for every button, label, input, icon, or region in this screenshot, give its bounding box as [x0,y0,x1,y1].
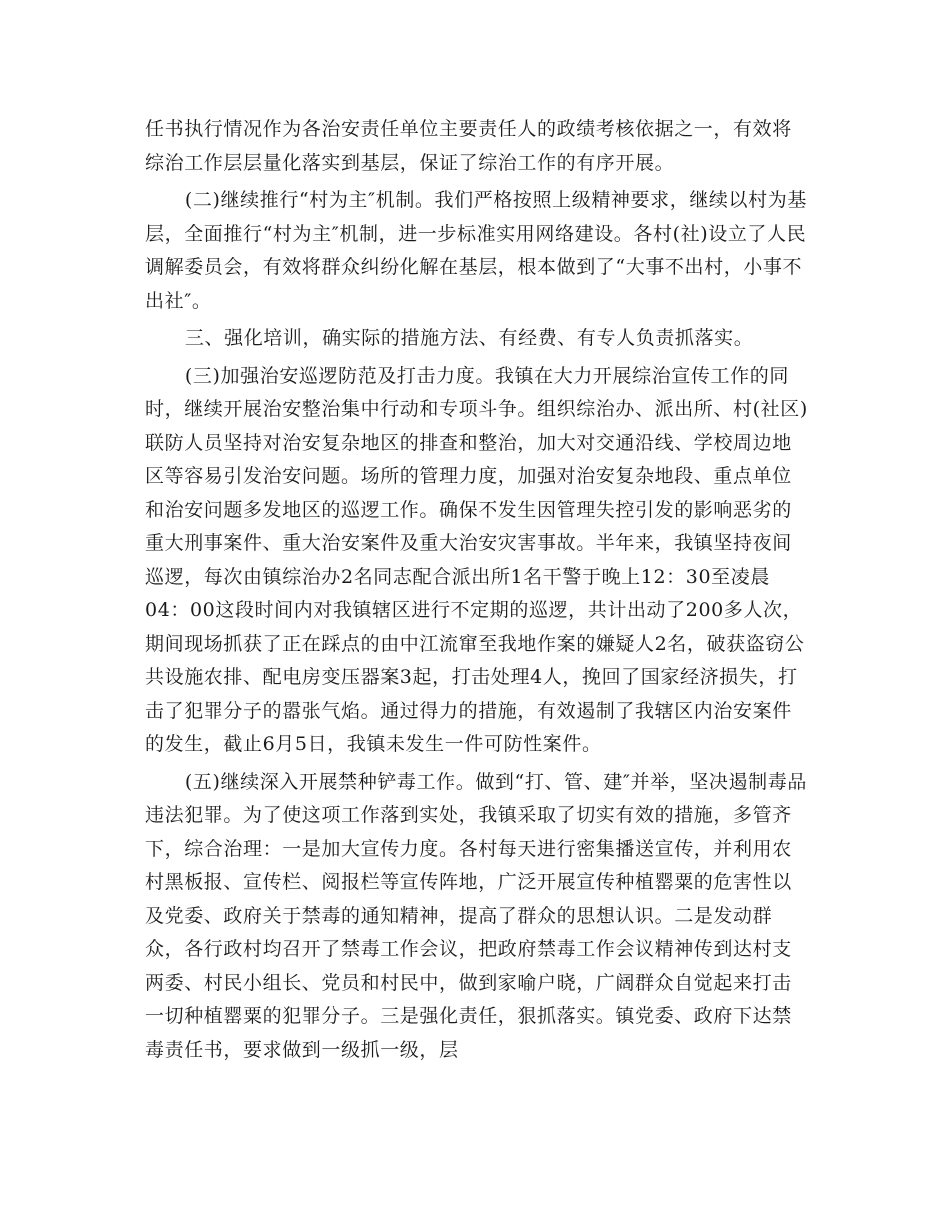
document-body [145,113,810,1067]
paragraph-heading-3: 三、强化培训，确实际的措施方法、有经费、有专人负责抓落实。 [184,327,754,349]
paragraph-section-3: (三)加强治安巡逻防范及打击力度。我镇在大力开展综治宣传工作的同时，继续开展治安整治集中行动和专项斗争。组织综治办、派出所、村(社区)联防人员坚持对治安复杂地区的排查和整治，加大对交通沿线、学校周边地区等容易引发治安问题。场所的管理力度，加强对治安复杂地段、重点单位和治安问题多发地区的巡逻工作。确保不发生因管理失控引发的影响恶劣的重大刑事案件、重大治安案件及重大治安灾害事故。半年来，我镇坚持夜间巡逻，每次由镇综治办2名同志配合派出所1名干警于晚上12：30至凌晨04：00这段时间内对我镇辖区进行不定期的巡逻，共计出动了200多人次，期间现场抓获了正在踩点的由中江流窜至我地作案的嫌疑人2名，破获盗窃公共设施农排、配电房变压器案3起，打击处理4人，挽回了国家经济损失，打击了犯罪分子的嚣张气焰。通过得力的措施，有效遏制了我辖区内治安案件的发生，截止6月5日，我镇未发生一件可防性案件。 [145,364,808,755]
paragraph-section-5: (五)继续深入开展禁种铲毒工作。做到“打、管、建″并举，坚决遏制毒品违法犯罪。为了使这项工作落到实处，我镇采取了切实有效的措施，多管齐下，综合治理：一是加大宣传力度。各村每天进行密集播送宣传，并利用农村黑板报、宣传栏、阅报栏等宣传阵地，广泛开展宣传种植罂粟的危害性以及党委、政府关于禁毒的通知精神，提高了群众的思想认识。二是发动群众，各行政村均召开了禁毒工作会议，把政府禁毒工作会议精神传到达村支两委、村民小组长、党员和村民中，做到家喻户晓，广阔群众自觉起来打击一切种植罂粟的犯罪分子。三是强化责任，狠抓落实。镇党委、政府下达禁毒责任书，要求做到一级抓一级，层 [145,770,807,1061]
paragraph-section-2: (二)继续推行“村为主″机制。我们严格按照上级精神要求，继续以村为基层，全面推行“村为主″机制，进一步标准实用网络建设。各村(社)设立了人民调解委员会，有效将群众纠纷化解在基层，根本做到了“大事不出村，小事不出社″。 [145,189,807,312]
paragraph-continuation: 任书执行情况作为各治安责任单位主要责任人的政绩考核依据之一，有效将综治工作层层量化落实到基层，保证了综治工作的有序开展。 [145,118,792,174]
